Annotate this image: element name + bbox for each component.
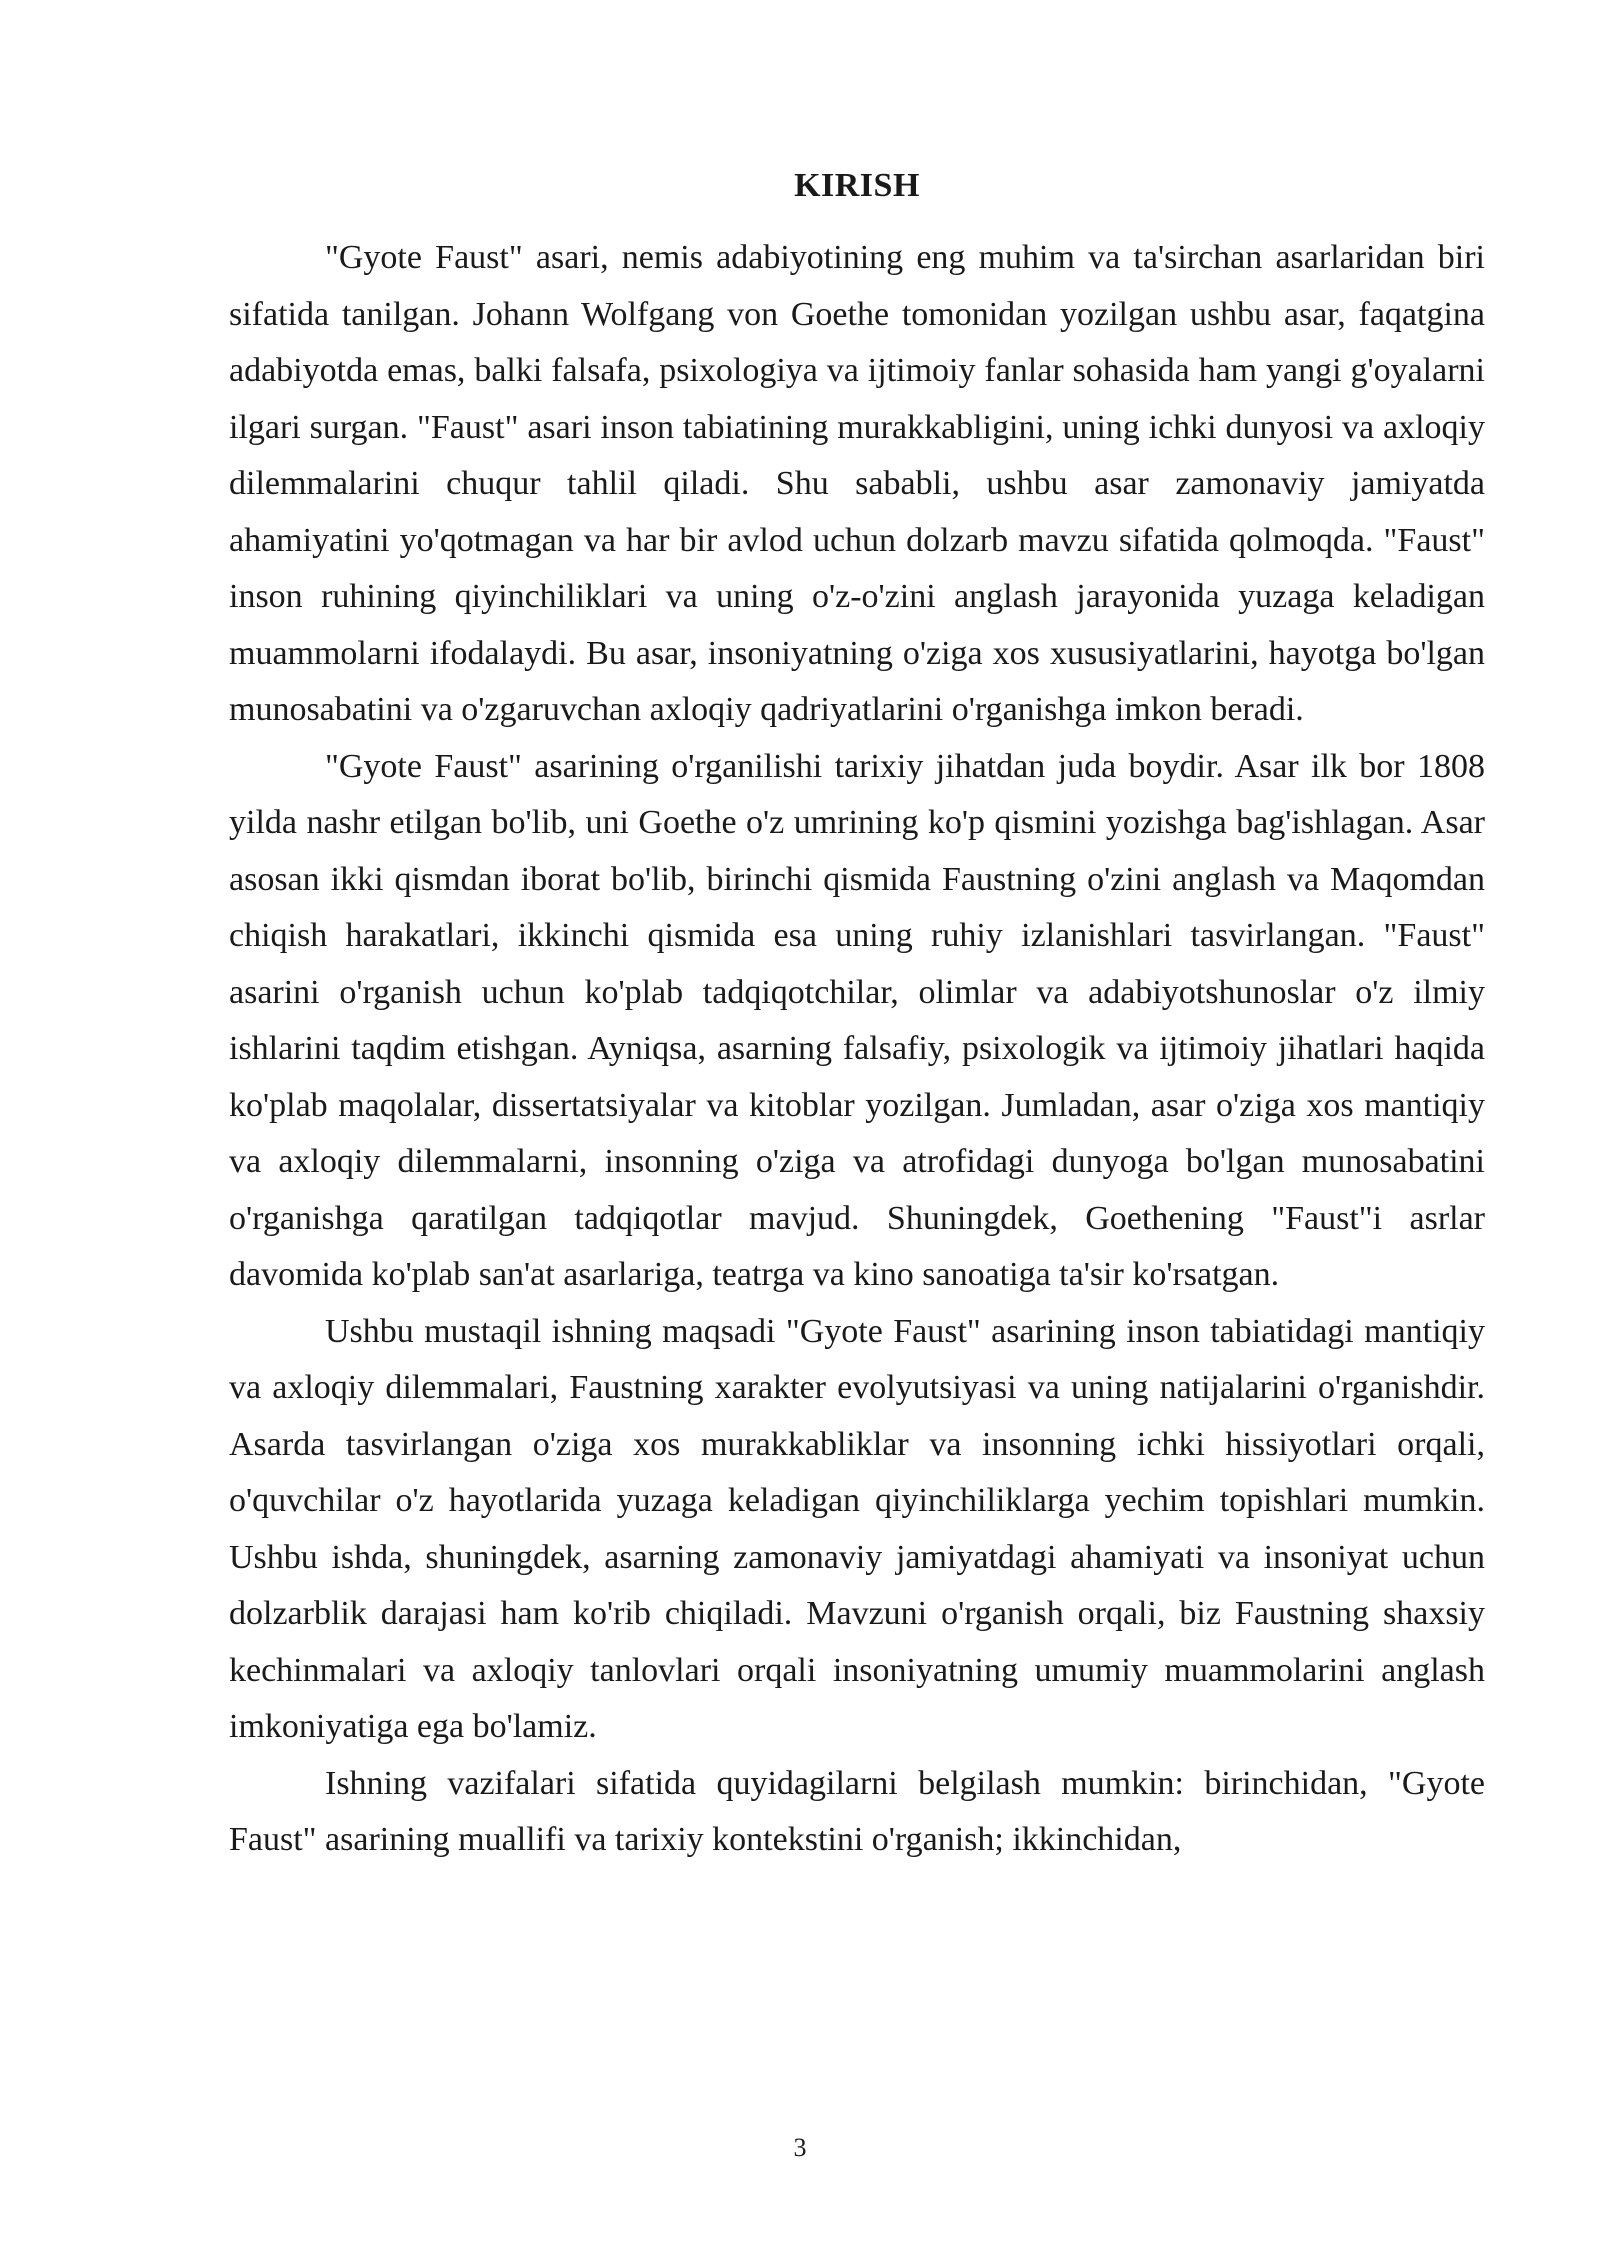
paragraph-introduction: "Gyote Faust" asari, nemis adabiyotining eng muhim va ta'sirchan asarlaridan biri sifatida tanilgan. Johann Wolfgang von Goethe tomonidan yozilgan ushbu asar, faqatgina adabiyotda emas, balki falsafa, psixologiya va ijtimoiy fanlar sohasida ham yangi g'oyalarni ilgari surgan. "Faust" asari inson tabiatining murakkabligini, uning ichki dunyosi va axloqiy dilemmalarini chuqur tahlil qiladi. Shu sababli, ushbu asar zamonaviy jamiyatda ahamiyatini yo'qotmagan va har bir avlod uchun dolzarb mavzu sifatida qolmoqda. "Faust" inson ruhining qiyinchiliklari va uning o'z-o'zini anglash jarayonida yuzaga keladigan muammolarni ifodalaydi. Bu asar, insoniyatning o'ziga xos xususiyatlarini, hayotga bo'lgan munosabatini va o'zgaruvchan axloqiy qadriyatlarini o'rganishga imkon beradi. [229, 239, 1485, 728]
paragraph-tasks: Ishning vazifalari sifatida quyidagilarni belgilash mumkin: birinchidan, "Gyote Faust" asarining muallifi va tarixiy kontekstini o'rganish; ikkinchidan, [229, 1764, 1485, 1858]
page-content [229, 162, 1485, 1869]
paragraph-history: "Gyote Faust" asarining o'rganilishi tarixiy jihatdan juda boydir. Asar ilk bor 1808 yilda nashr etilgan bo'lib, uni Goethe o'z umrining ko'p qismini yozishga bag'ishlagan. Asar asosan ikki qismdan iborat bo'lib, birinchi qismida Faustning o'zini anglash va Maqomdan chiqish harakatlari, ikkinchi qismida esa uning ruhiy izlanishlari tasvirlangan. "Faust" asarini o'rganish uchun ko'plab tadqiqotchilar, olimlar va adabiyotshunoslar o'z ilmiy ishlarini taqdim etishgan. Ayniqsa, asarning falsafiy, psixologik va ijtimoiy jihatlari haqida ko'plab maqolalar, dissertatsiyalar va kitoblar yozilgan. Jumladan, asar o'ziga xos mantiqiy va axloqiy dilemmalarni, insonning o'ziga va atrofidagi dunyoga bo'lgan munosabatini o'rganishga qaratilgan tadqiqotlar mavjud. Shuningdek, Goethening "Faust"i asrlar davomida ko'plab san'at asarlariga, teatrga va kino sanoatiga ta'sir ko'rsatgan. [229, 747, 1485, 1293]
body-text [229, 230, 1485, 1869]
paragraph-purpose: Ushbu mustaqil ishning maqsadi "Gyote Faust" asarining inson tabiatidagi mantiqiy va axloqiy dilemmalari, Faustning xarakter evolyutsiyasi va uning natijalarini o'rganishdir. Asarda tasvirlangan o'ziga xos murakkabliklar va insonning ichki hissiyotlari orqali, o'quvchilar o'z hayotlarida yuzaga keladigan qiyinchiliklarga yechim topishlari mumkin. Ushbu ishda, shuningdek, asarning zamonaviy jamiyatdagi ahamiyati va insoniyat uchun dolzarblik darajasi ham ko'rib chiqiladi. Mavzuni o'rganish orqali, biz Faustning shaxsiy kechinmalari va axloqiy tanlovlari orqali insoniyatning umumiy muammolarini anglash imkoniyatiga ega bo'lamiz. [229, 1312, 1485, 1745]
section-heading: KIRISH [794, 167, 920, 204]
page-number: 3 [793, 2133, 807, 2162]
